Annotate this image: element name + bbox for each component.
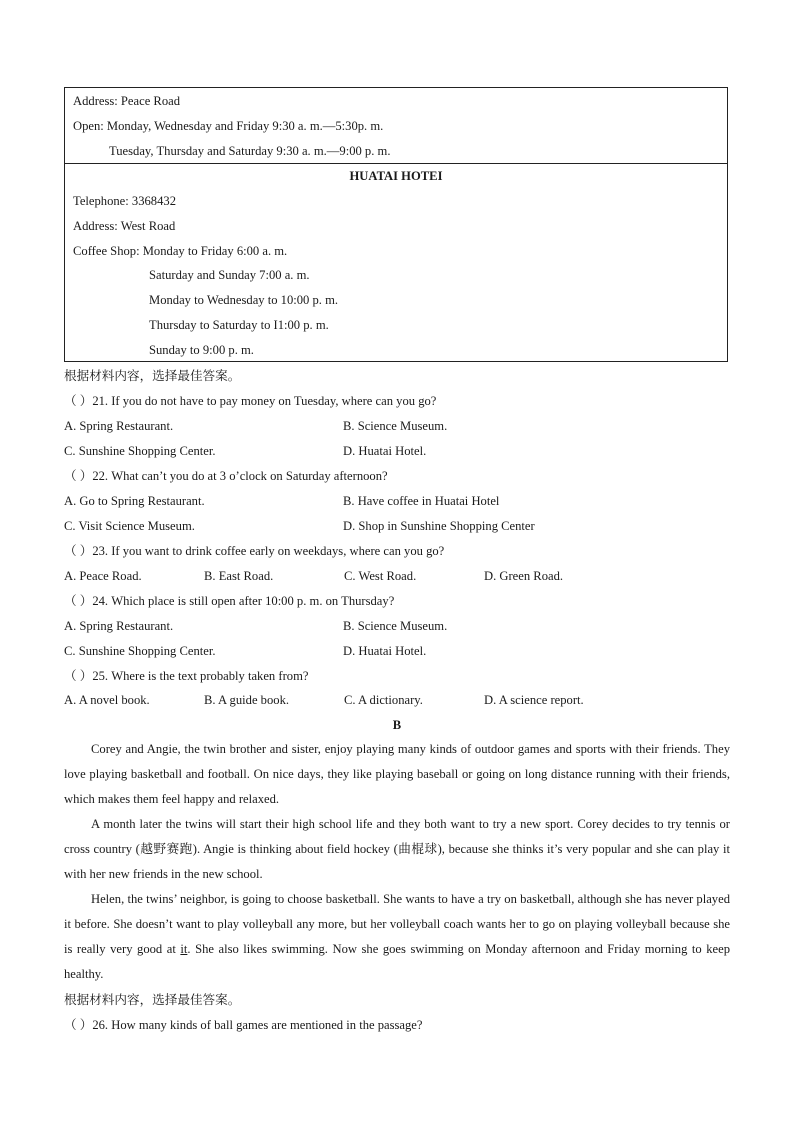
- section-b-title: B: [392, 718, 402, 732]
- option-c: C. West Road.: [344, 569, 417, 583]
- option-b: B. Science Museum.: [343, 419, 448, 433]
- question-23: （ ）23. If you want to drink coffee early on weekdays, where can you go?: [64, 544, 445, 558]
- opening-hours-2: Tuesday, Thursday and Saturday 9:30 a. m.—9:00 p. m.: [109, 144, 391, 158]
- question-22: （ ）22. What can’t you do at 3 o’clock on Saturday afternoon?: [64, 469, 388, 483]
- paragraph-text-end: . She also likes swimming. Now she goes swimming on Monday afternoon and Friday morning to keep healthy.: [64, 942, 731, 981]
- question-25: （ ）25. Where is the text probably taken from?: [64, 669, 309, 683]
- table-divider: [65, 163, 727, 164]
- paragraph-text-start: Helen, the twins’ neighbor, is going to choose basketball. She wants to have a try on basketball, although she has never played it before. She doesn’t want to play volleyball any more, but her volleyball coach wants her to go on playing volleyball because she is really very good at: [64, 892, 730, 956]
- option-a: A. Peace Road.: [64, 569, 142, 583]
- info-table: [64, 87, 728, 362]
- option-b: B. A guide book.: [204, 693, 290, 707]
- option-a: A. Spring Restaurant.: [64, 419, 174, 433]
- option-d: D. Green Road.: [484, 569, 564, 583]
- option-a: A. A novel book.: [64, 693, 150, 707]
- option-d: D. A science report.: [484, 693, 584, 707]
- option-a: A. Spring Restaurant.: [64, 619, 174, 633]
- option-b: B. East Road.: [204, 569, 274, 583]
- option-d: D. Huatai Hotel.: [343, 644, 427, 658]
- hotel-telephone: Telephone: 3368432: [73, 194, 176, 208]
- option-c: C. Visit Science Museum.: [64, 519, 195, 533]
- hotel-title: HUATAI HOTEI: [349, 169, 443, 183]
- option-d: D. Shop in Sunshine Shopping Center: [343, 519, 535, 533]
- address-peace-road: Address: Peace Road: [73, 94, 181, 108]
- instruction: 根据材料内容，选择最佳答案。: [64, 993, 241, 1007]
- coffee-shop-hours-2: Saturday and Sunday 7:00 a. m.: [149, 268, 310, 282]
- coffee-shop-hours-1: Coffee Shop: Monday to Friday 6:00 a. m.: [73, 244, 288, 258]
- question-24: （ ）24. Which place is still open after 10:00 p. m. on Thursday?: [64, 594, 395, 608]
- option-b: B. Science Museum.: [343, 619, 448, 633]
- question-26: （ ）26. How many kinds of ball games are mentioned in the passage?: [64, 1018, 423, 1032]
- question-21: （ ）21. If you do not have to pay money on Tuesday, where can you go?: [64, 394, 437, 408]
- paragraph-text: [64, 887, 730, 987]
- passage-paragraph-2: [64, 812, 730, 887]
- underlined-word: it: [180, 942, 188, 956]
- instruction: 根据材料内容，选择最佳答案。: [64, 369, 241, 383]
- passage-paragraph-1: [64, 737, 730, 812]
- hotel-address: Address: West Road: [73, 219, 176, 233]
- option-a: A. Go to Spring Restaurant.: [64, 494, 205, 508]
- paragraph-text: A month later the twins will start their high school life and they both want to try a new sport. Corey decides to try tennis or cross country (越野赛跑). Angie is thinking about field hockey (曲棍球), because she thinks it’s very popular and she can play it with her new friends in the new school.: [64, 817, 730, 881]
- coffee-shop-hours-3: Monday to Wednesday to 10:00 p. m.: [149, 293, 339, 307]
- option-c: C. Sunshine Shopping Center.: [64, 444, 216, 458]
- option-c: C. A dictionary.: [344, 693, 423, 707]
- coffee-shop-hours-4: Thursday to Saturday to I1:00 p. m.: [149, 318, 329, 332]
- paragraph-text: Corey and Angie, the twin brother and sister, enjoy playing many kinds of outdoor games and sports with their friends. They love playing basketball and football. On nice days, they like playing baseball or going on long distance running with their friends, which makes them feel happy and relaxed.: [64, 742, 730, 806]
- coffee-shop-hours-5: Sunday to 9:00 p. m.: [149, 343, 254, 357]
- passage-paragraph-3: [64, 887, 730, 987]
- option-d: D. Huatai Hotel.: [343, 444, 427, 458]
- option-b: B. Have coffee in Huatai Hotel: [343, 494, 500, 508]
- opening-hours-1: Open: Monday, Wednesday and Friday 9:30 a. m.—5:30p. m.: [73, 119, 384, 133]
- option-c: C. Sunshine Shopping Center.: [64, 644, 216, 658]
